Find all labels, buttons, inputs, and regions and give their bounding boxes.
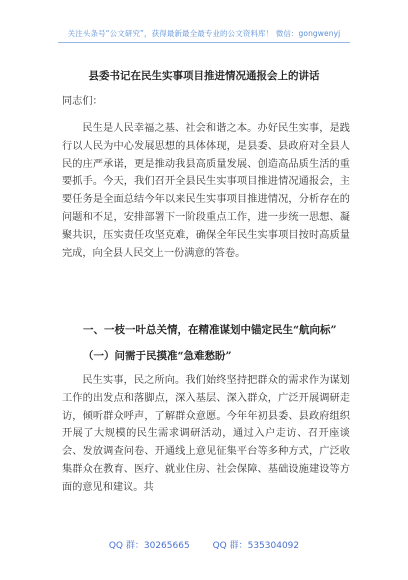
subsection-heading-1: （一）问需于民摸准“急难愁盼” (83, 350, 232, 362)
salutation: 同志们： (62, 96, 103, 107)
footer-qq-2: QQ 群：535304092 (212, 541, 300, 551)
header-divider (58, 42, 350, 43)
paragraph-intro: 民生是人民幸福之基、社会和谐之本。办好民生实事，是践行以人民为中心发展思想的具体体现，是县委、县政府对全县人民的庄严承诺，更是推动我县高质量发展、创造高品质生活的重要抓手。今天，我们召开全县民生实事项目推进情况通报会，主要任务是全面总结今年以来民生实事项目推进情况，分析存在的问题和不足，安排部署下一阶段重点工作，进一步统一思想、凝聚共识，压实责任攻坚克难，确保全年民生实事项目按时高质量完成，向全县人民交上一份满意的答卷。 (62, 123, 350, 259)
header-banner: 关注头条号“公文研究”，获得最新最全最专业的公文资料库！ 微信：gongwenyj (67, 29, 341, 38)
footer-qq-1: QQ 群：30265665 (108, 541, 190, 551)
paragraph-section-1: 民生实事，民之所向。我们始终坚持把群众的需求作为谋划工作的出发点和落脚点，深入基层、深入群众，广泛开展调研走访，倾听群众呼声，了解群众意愿。今年年初县委、县政府组织开展了大规模的民生需求调研活动，通过入户走访、召开座谈会、发放调查问卷、开通线上意见征集平台等多种方式，广泛收集群众在教育、医疗、就业住房、社会保障、基础设施建设等方面的意见和建议。共 (62, 375, 350, 493)
section-heading-1: 一、一枝一叶总关情，在精准谋划中锚定民生“航向标” (83, 324, 337, 336)
footer-qq-groups (0, 538, 408, 551)
document-title: 县委书记在民生实事项目推进情况通报会上的讲话 (88, 70, 320, 82)
